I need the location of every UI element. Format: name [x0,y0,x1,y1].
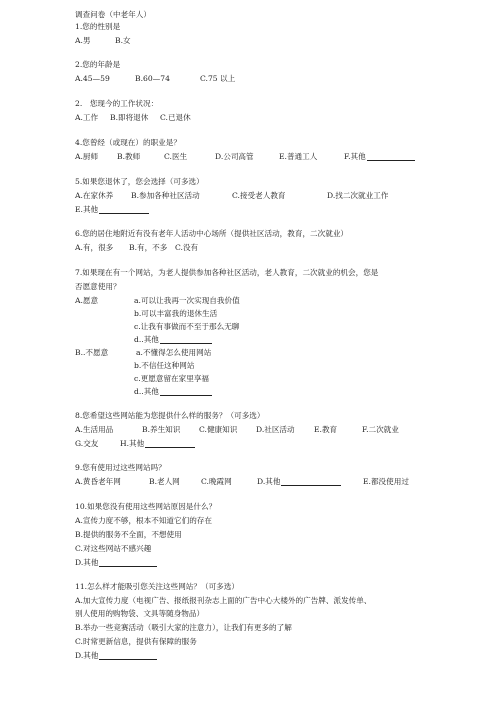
question-7: 7.如果现在有一个网站，为老人提供参加各种社区活动，老人教育，二次就业的机会，您是 [75,268,379,277]
question-8: 8.您希望这些网站能为您提供什么样的服务？（可多选） [75,411,265,420]
option[interactable]: A.有，很多 [75,243,114,252]
sub-option[interactable]: c.更愿意留在家里享福 [134,374,210,383]
option[interactable]: A.男 [75,36,91,45]
option[interactable]: C.时常更新信息，提供有保障的服务 [75,637,197,646]
option[interactable]: B.教师 [117,152,141,161]
option[interactable]: B.女 [115,36,131,45]
option[interactable]: A.宣传力度不够，根本不知道它们的存在 [75,516,212,525]
option[interactable]: C.健康知识 [199,425,238,434]
fill-in-blank[interactable] [99,558,157,567]
option[interactable]: A.工作 [75,113,99,122]
question-4: 4.您曾经（或现在）的职业是？ [75,138,181,147]
option[interactable]: B..不愿意 [75,348,109,357]
fill-in-blank[interactable] [145,439,195,448]
option[interactable]: G.交友 [75,439,99,448]
sub-option[interactable]: c.让我有事做而不至于那么无聊 [134,322,240,331]
question-7-cont: 否愿意使用？ [75,282,121,291]
option[interactable]: C.已退休 [160,113,191,122]
sub-option[interactable]: b.可以丰富我的退休生活 [134,309,218,318]
option[interactable]: A.厨师 [75,152,99,161]
option[interactable]: C.晚霞网 [201,477,232,486]
option[interactable]: A.黄昏老年网 [75,477,121,486]
option-other[interactable]: F.其他 [344,152,366,162]
option[interactable]: F.二次就业 [362,425,399,434]
option[interactable]: C.接受老人教育 [232,191,286,200]
sub-option-other[interactable]: d..其他 [134,387,159,397]
option-continuation: 别人使用的购物袋、文具等随身物品） [75,609,205,618]
option[interactable]: C.没有 [175,243,199,252]
option[interactable]: B.即将退休 [110,113,149,122]
sub-option[interactable]: a.不懂得怎么使用网站 [136,348,212,357]
option[interactable]: E.教育 [314,425,338,434]
option[interactable]: D.社区活动 [256,425,295,434]
option[interactable]: B.老人网 [149,477,180,486]
question-10: 10.如果您没有使用这些网站原因是什么？ [75,502,217,511]
option[interactable]: C.对这些网站不感兴趣 [75,544,152,553]
fill-in-blank[interactable] [160,335,212,344]
sub-option-other[interactable]: d..其他 [134,335,159,345]
option[interactable]: B.60—74 [135,74,170,83]
option[interactable]: B.参加各种社区活动 [131,191,200,200]
sub-option[interactable]: a.可以让我再一次实现自我价值 [134,296,240,305]
question-1: 1.您的性别是 [75,22,121,31]
option-other[interactable]: D.其他 [257,477,280,487]
question-2: 2.您的年龄是 [75,60,121,69]
option[interactable]: A.生活用品 [75,425,114,434]
sub-option[interactable]: b.不信任这种网站 [134,361,195,370]
option-other[interactable]: H.其他 [120,439,144,449]
option[interactable]: C.医生 [164,152,188,161]
option-other[interactable]: D.其他 [75,651,98,661]
question-5: 5.如果您退休了，您会选择（可多选） [75,177,204,186]
option[interactable]: B.提供的服务不全面，不想使用 [75,530,182,539]
fill-in-blank[interactable] [160,387,212,396]
option[interactable]: B.有，不多 [129,243,168,252]
option[interactable]: B.举办一些竞赛活动（吸引大家的注意力），让我们有更多的了解 [75,623,292,632]
option-other[interactable]: E.其他 [75,205,98,215]
fill-in-blank[interactable] [281,477,341,486]
question-11: 11.怎么样才能吸引您关注这些网站？（可多选） [75,582,239,591]
option[interactable]: A.加大宣传力度（电视广告、报纸报刊杂志上面的广告中心大楼外的广告牌、派发传单、 [75,596,372,605]
option[interactable]: B.养生知识 [142,425,181,434]
option[interactable]: E.普通工人 [279,152,318,161]
option[interactable]: A.45—59 [75,74,110,83]
question-6: 6.您的居住地附近有没有老年人活动中心场所（提供社区活动，教育，二次就业） [75,229,349,238]
fill-in-blank[interactable] [99,205,149,214]
fill-in-blank[interactable] [367,152,415,161]
option[interactable]: D.找二次就业工作 [327,191,389,200]
question-3: 2. 您现今的工作状况： [75,99,159,108]
page-title: 调查问卷（中老年人） [75,10,151,19]
option[interactable]: A.在家休养 [75,191,114,200]
option[interactable]: E.都没使用过 [363,477,409,486]
option[interactable]: D.公司高管 [215,152,254,161]
question-9: 9.您有使用过这些网站吗？ [75,463,166,472]
option-other[interactable]: D.其他 [75,558,98,568]
option[interactable]: A.愿意 [75,296,99,305]
fill-in-blank[interactable] [99,651,157,660]
option[interactable]: C.75 以上 [200,74,236,83]
